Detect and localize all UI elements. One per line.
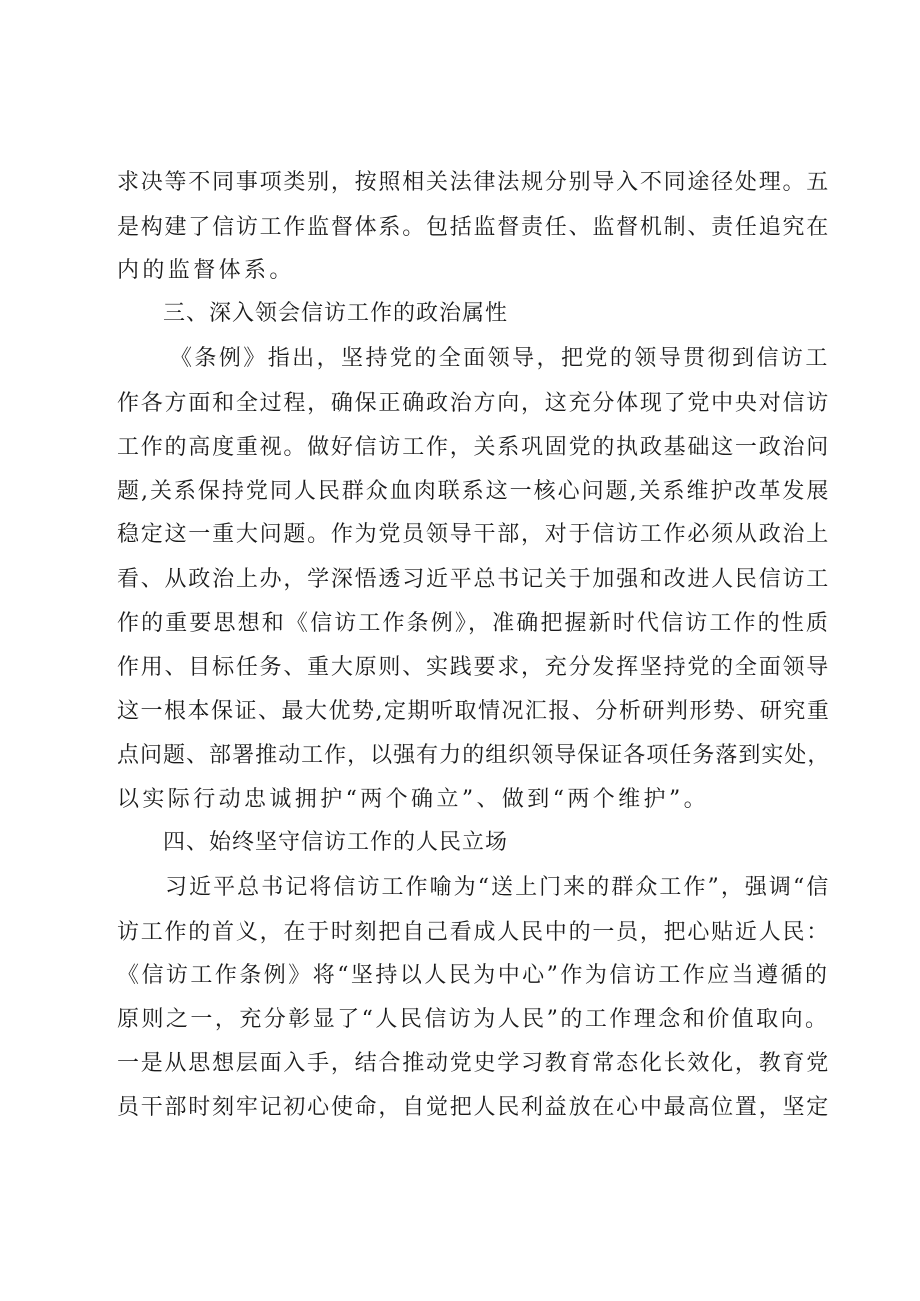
body-text-line: 点问题、部署推动工作，以强有力的组织领导保证各项任务落到实处， [117, 743, 831, 768]
body-text-line: 工作的高度重视。做好信访工作，关系巩固党的执政基础这一政治问 [117, 435, 831, 460]
section-heading-4: 四、始终坚守信访工作的人民立场 [163, 830, 509, 855]
body-text-line: 作的重要思想和《信访工作条例》，准确把握新时代信访工作的性质 [117, 611, 831, 636]
body-text-line: 习近平总书记将信访工作喻为“送上门来的群众工作”，强调“信 [165, 875, 831, 900]
body-text-line: 这一根本保证、最大优势,定期听取情况汇报、分析研判形势、研究重 [117, 699, 831, 724]
body-text-line: 是构建了信访工作监督体系。包括监督责任、监督机制、责任追究在 [117, 215, 831, 240]
body-text-line: 访工作的首义，在于时刻把自己看成人民中的一员，把心贴近人民： [117, 920, 831, 945]
body-text-line: 内的监督体系。 [117, 258, 295, 283]
body-text-line: 《信访工作条例》将“坚持以人民为中心”作为信访工作应当遵循的 [117, 963, 830, 988]
body-text-line: 作各方面和全过程，确保正确政治方向，这充分体现了党中央对信访 [117, 391, 831, 416]
body-text-line: 一是从思想层面入手，结合推动党史学习教育常态化长效化，教育党 [117, 1051, 831, 1076]
body-text-line: 以实际行动忠诚拥护“两个确立”、做到“两个维护”。 [117, 787, 709, 812]
body-text-line: 《条例》指出，坚持党的全面领导，把党的领导贯彻到信访工 [170, 346, 830, 371]
body-text-line: 求决等不同事项类别，按照相关法律法规分别导入不同途径处理。五 [117, 170, 831, 195]
section-heading-3: 三、深入领会信访工作的政治属性 [163, 301, 509, 326]
body-text-line: 原则之一，充分彰显了“人民信访为人民”的工作理念和价值取向。 [117, 1007, 830, 1032]
body-text-line: 稳定这一重大问题。作为党员领导干部，对于信访工作必须从政治上 [117, 522, 831, 547]
body-text-line: 题,关系保持党同人民群众血肉联系这一核心问题,关系维护改革发展 [117, 479, 831, 504]
body-text-line: 看、从政治上办，学深悟透习近平总书记关于加强和改进人民信访工 [117, 567, 831, 592]
body-text-line: 员干部时刻牢记初心使命，自觉把人民利益放在心中最高位置，坚定 [117, 1095, 831, 1120]
body-text-line: 作用、目标任务、重大原则、实践要求，充分发挥坚持党的全面领导 [117, 655, 831, 680]
